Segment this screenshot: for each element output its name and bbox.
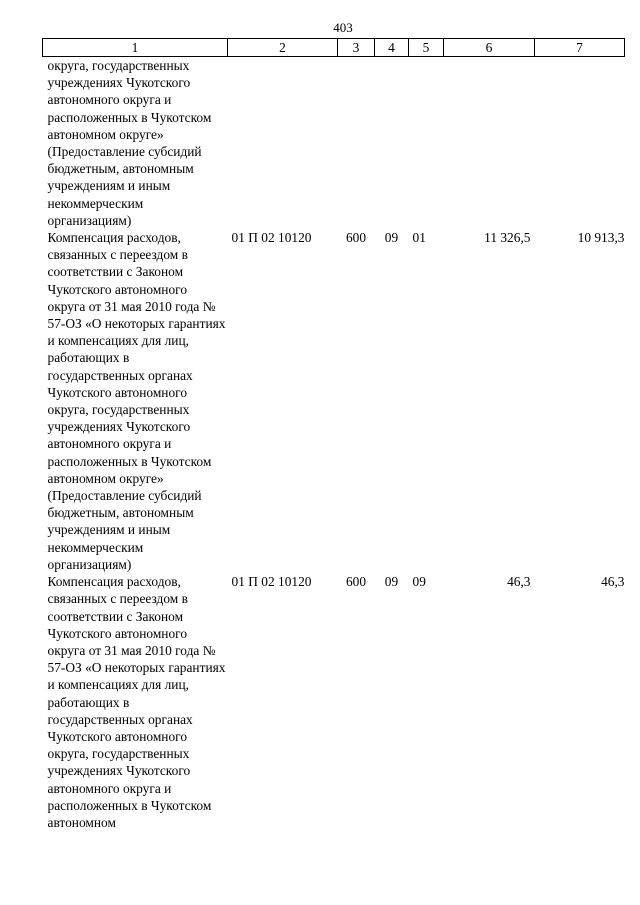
row-expense-type: 600	[345, 574, 367, 590]
row-amount-6	[444, 57, 535, 230]
row-amount-6: 11 326,5	[484, 230, 531, 246]
page-number: 403	[333, 20, 353, 35]
column-header-5: 5	[409, 39, 444, 57]
row-expense-type	[338, 57, 375, 230]
row-section: 09	[384, 230, 399, 246]
row-expense-type: 600	[345, 230, 367, 246]
row-amount-6: 46,3	[507, 574, 531, 590]
row-description: Компенсация расходов, связанных с переездом в соответствии с Законом Чукотского автономного округа от 31 мая 2010 года № 57-ОЗ «О некоторых гарантиях и компенсациях для лиц, работающих в государственных органах Чукотского автономного округа, государственных учреждениях Чукотского автономного округа и расположенных в Чукотском автономном	[47, 574, 226, 830]
row-target-code: 01 П 02 10120	[231, 574, 312, 590]
row-amount-7	[535, 57, 625, 230]
column-header-7: 7	[535, 39, 625, 57]
budget-table	[42, 38, 625, 831]
row-amount-7: 10 913,3	[577, 230, 625, 246]
column-header-6: 6	[444, 39, 535, 57]
column-header-4: 4	[375, 39, 409, 57]
table-row	[43, 573, 625, 831]
row-description: Компенсация расходов, связанных с переездом в соответствии с Законом Чукотского автономного округа от 31 мая 2010 года № 57-ОЗ «О некоторых гарантиях и компенсациях для лиц, работающих в государственных органах Чукотского автономного округа, государственных учреждениях Чукотского автономного округа и расположенных в Чукотском автономном округе» (Предоставление субсидий бюджетным, автономным учреждениям и иным некоммерческим организациям)	[47, 230, 226, 572]
row-section: 09	[384, 574, 399, 590]
row-target-code: 01 П 02 10120	[231, 230, 312, 246]
table-row	[43, 229, 625, 573]
column-header-1: 1	[43, 39, 228, 57]
row-target-code	[228, 57, 338, 230]
column-header-2: 2	[228, 39, 338, 57]
row-description: округа, государственных учреждениях Чукотского автономного округа и расположенных в Чукотском автономном округе» (Предоставление субсидий бюджетным, автономным учреждениям и иным некоммерческим организациям)	[47, 58, 212, 228]
row-amount-7: 46,3	[601, 574, 625, 590]
row-subsection	[409, 57, 444, 230]
table-row	[43, 57, 625, 230]
column-header-3: 3	[338, 39, 375, 57]
row-subsection: 09	[412, 574, 426, 590]
row-section	[375, 57, 409, 230]
column-number-row	[43, 39, 625, 57]
row-subsection: 01	[412, 230, 426, 246]
